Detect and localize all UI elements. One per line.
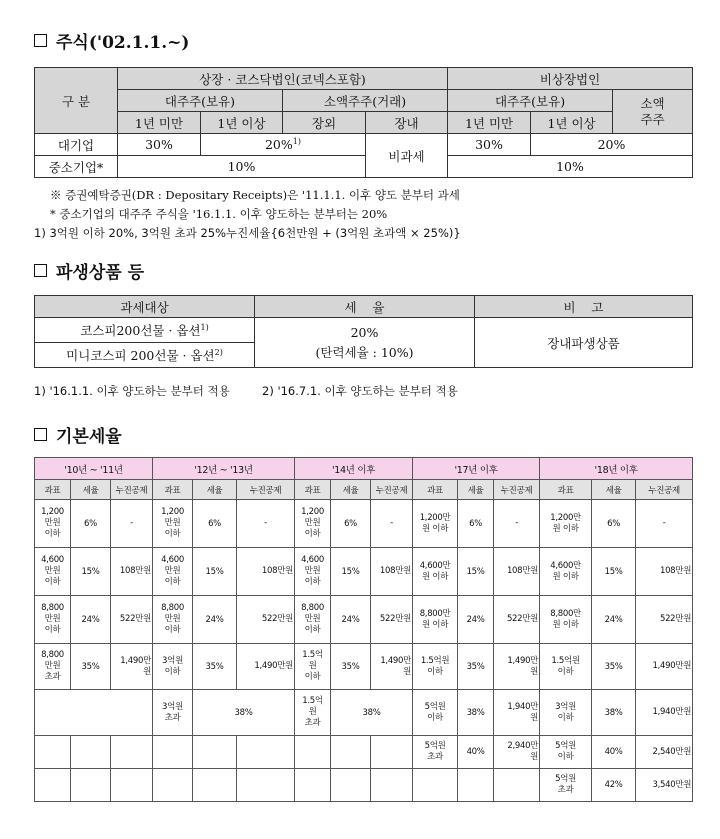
deduction-cell: 1,490만원	[636, 644, 693, 690]
section-title-text: 기본세율	[56, 427, 122, 447]
rate-cell: 6%	[592, 500, 636, 548]
rate-cell: 6%	[331, 500, 371, 548]
period-header-5: '18년 이후	[540, 458, 693, 480]
empty-cell	[71, 769, 111, 802]
bracket-cell: 5억원 초과	[540, 769, 592, 802]
rate-cell: 15%	[193, 548, 237, 596]
header-listed: 상장 · 코스닥법인(코넥스포함)	[118, 68, 448, 90]
col-bracket: 과표	[295, 480, 331, 500]
bracket-cell: 1,200만 원 이하	[413, 500, 458, 548]
bracket-cell: 8,800만 원 이하	[413, 596, 458, 644]
cell-sme-listed: 10%	[118, 156, 366, 178]
empty-cell	[153, 769, 193, 802]
section-title-stock	[34, 28, 189, 53]
rate-cell: 35%	[592, 644, 636, 690]
header-target: 과세대상	[35, 296, 255, 318]
note-sme: * 중소기업의 대주주 주식을 '16.1.1. 이후 양도하는 분부터는 20%	[50, 207, 388, 221]
col-rate: 세율	[458, 480, 494, 500]
table-row	[35, 736, 693, 769]
bracket-cell: 1.5억원 이하	[540, 644, 592, 690]
col-rate: 세율	[331, 480, 371, 500]
bracket-cell: 3억원 이하	[540, 690, 592, 736]
rate-cell: 15%	[71, 548, 111, 596]
bracket-cell: 1.5억원 이하	[413, 644, 458, 690]
empty-cell	[71, 736, 111, 769]
col-bracket: 과표	[153, 480, 193, 500]
stock-tax-table	[34, 67, 693, 178]
empty-cell	[193, 736, 237, 769]
deduction-cell: 3,540만원	[636, 769, 693, 802]
bracket-cell: 4,600 만원 이하	[295, 548, 331, 596]
bracket-cell: 8,800 만원 이하	[295, 596, 331, 644]
deduction-cell: 108만원	[237, 548, 295, 596]
col-bracket: 과표	[35, 480, 71, 500]
cell-mini-kospi200: 미니코스피 200선물 · 옵션$^{2)}$	[35, 343, 255, 368]
section-title-derivatives	[34, 258, 144, 283]
empty-cell	[331, 769, 371, 802]
col-bracket: 과표	[413, 480, 458, 500]
deduction-cell: 108만원	[111, 548, 153, 596]
rate-cell: 15%	[331, 548, 371, 596]
table-row	[35, 548, 693, 596]
cell-rate: 20% (탄력세율 : 10%)	[255, 318, 475, 368]
deduction-cell: 522만원	[237, 596, 295, 644]
bracket-cell: 4,600 만원 이하	[153, 548, 193, 596]
empty-cell	[111, 736, 153, 769]
cell-large-unlisted-over1: 20%	[531, 134, 693, 156]
checkbox-square-icon	[34, 34, 47, 47]
checkbox-square-icon	[34, 428, 47, 441]
rate-cell: 6%	[458, 500, 494, 548]
note-deriv-1: 1) '16.1.1. 이후 양도하는 분부터 적용	[34, 384, 230, 398]
header-gubun: 구 분	[35, 68, 118, 134]
deduction-cell: 522만원	[636, 596, 693, 644]
bracket-cell: 1,200만 원 이하	[540, 500, 592, 548]
deduction-cell: -	[371, 500, 413, 548]
rate-cell: 35%	[193, 644, 237, 690]
row-label-sme: 중소기업*	[35, 156, 118, 178]
basic-rate-table	[34, 457, 693, 802]
empty-cell	[153, 736, 193, 769]
bracket-cell: 8,800 만원 이하	[35, 596, 71, 644]
bracket-cell: 5억원 이하	[540, 736, 592, 769]
table-row	[35, 690, 693, 736]
period-header-2: '12년 ~ '13년	[153, 458, 295, 480]
header-major-holding-unlisted: 대주주(보유)	[448, 90, 613, 112]
deduction-cell: 522만원	[371, 596, 413, 644]
header-major-holding: 대주주(보유)	[118, 90, 283, 112]
deduction-cell: 522만원	[494, 596, 540, 644]
table-row	[35, 500, 693, 548]
cell-kospi200: 코스피200선물 · 옵션$^{1)}$	[35, 318, 255, 343]
col-deduction: 누진공제	[111, 480, 153, 500]
bracket-cell: 1.5억 원 이하	[295, 644, 331, 690]
bracket-cell: 3억원 이하	[153, 644, 193, 690]
section-title-basic-rate	[34, 422, 122, 447]
col-deduction: 누진공제	[371, 480, 413, 500]
derivatives-table	[34, 295, 693, 368]
empty-cell	[193, 769, 237, 802]
rate-cell: 15%	[458, 548, 494, 596]
empty-cell	[237, 736, 295, 769]
period-header-1: '10년 ~ '11년	[35, 458, 153, 480]
col-bracket: 과표	[540, 480, 592, 500]
empty-cell	[413, 769, 458, 802]
section-title-text: 파생상품 등	[56, 263, 145, 283]
bracket-cell: 4,600만 원 이하	[413, 548, 458, 596]
deduction-cell: 1,490만 원	[111, 644, 153, 690]
bracket-cell: 8,800 만원 이하	[153, 596, 193, 644]
bracket-cell: 5억원 초과	[413, 736, 458, 769]
header-rate: 세 율	[255, 296, 475, 318]
rate-cell: 24%	[458, 596, 494, 644]
cell-remark: 장내파생상품	[475, 318, 693, 368]
empty-cell	[111, 769, 153, 802]
deduction-cell: 1,490만 원	[371, 644, 413, 690]
header-unlisted: 비상장법인	[448, 68, 693, 90]
header-over-1y-unlisted: 1년 이상	[531, 112, 613, 134]
header-over-1y: 1년 이상	[201, 112, 283, 134]
empty-cell	[295, 769, 331, 802]
deduction-cell: 1,490만 원	[494, 644, 540, 690]
empty-cell	[331, 736, 371, 769]
period-header-4: '17년 이후	[413, 458, 540, 480]
rate-cell: 35%	[458, 644, 494, 690]
empty-cell	[371, 736, 413, 769]
cell-nontax: 비과세	[366, 134, 448, 178]
table-row	[35, 644, 693, 690]
rate-cell: 42%	[592, 769, 636, 802]
rate-cell: 38%	[592, 690, 636, 736]
note-progressive: 1) 3억원 이하 20%, 3억원 초과 25%누진세율{6천만원 + (3억원 초과액 × 25%)}	[34, 226, 461, 240]
col-rate: 세율	[592, 480, 636, 500]
footnote-mark: 1)	[200, 322, 209, 332]
header-under-1y: 1년 미만	[118, 112, 201, 134]
footnote-mark: 1)	[292, 136, 301, 146]
empty-cell	[35, 690, 153, 736]
deduction-cell: -	[111, 500, 153, 548]
bracket-cell: 8,800만 원 이하	[540, 596, 592, 644]
col-deduction: 누진공제	[494, 480, 540, 500]
deduction-cell: -	[494, 500, 540, 548]
rate-cell: 40%	[592, 736, 636, 769]
section-title-text: 주식('02.1.1.~)	[56, 33, 190, 53]
bracket-cell: 1,200 만원 이하	[153, 500, 193, 548]
deduction-cell: 1,490만원	[237, 644, 295, 690]
header-minor: 소액 주주	[613, 90, 693, 134]
header-remark: 비 고	[475, 296, 693, 318]
rate-cell: 24%	[71, 596, 111, 644]
rate-cell: 15%	[592, 548, 636, 596]
checkbox-square-icon	[34, 264, 47, 277]
col-deduction: 누진공제	[237, 480, 295, 500]
empty-cell	[371, 769, 413, 802]
empty-cell	[494, 769, 540, 802]
header-minor-trade: 소액주주(거래)	[283, 90, 448, 112]
note-dr: ※ 증권예탁증권(DR : Depositary Receipts)은 '11.1.1. 이후 양도 분부터 과세	[50, 188, 460, 202]
bracket-cell: 8,800 만원 초과	[35, 644, 71, 690]
rate-cell: 6%	[71, 500, 111, 548]
empty-cell	[295, 736, 331, 769]
header-under-1y-unlisted: 1년 미만	[448, 112, 531, 134]
rate-cell: 24%	[331, 596, 371, 644]
empty-cell	[237, 769, 295, 802]
deduction-cell: 108만원	[494, 548, 540, 596]
deduction-cell: 2,940만 원	[494, 736, 540, 769]
bracket-cell: 1,200 만원 이하	[295, 500, 331, 548]
footnote-mark: 2)	[214, 347, 223, 357]
bracket-cell: 4,600만 원 이하	[540, 548, 592, 596]
note-deriv-2: 2) '16.7.1. 이후 양도하는 분부터 적용	[262, 384, 458, 398]
deduction-cell: 522만원	[111, 596, 153, 644]
header-otc: 장외	[283, 112, 366, 134]
empty-cell	[35, 769, 71, 802]
deduction-cell: -	[636, 500, 693, 548]
col-rate: 세율	[71, 480, 111, 500]
rate-cell: 38%	[331, 690, 413, 736]
table-row	[35, 769, 693, 802]
rate-cell: 38%	[193, 690, 295, 736]
cell-large-under1: 30%	[118, 134, 201, 156]
col-deduction: 누진공제	[636, 480, 693, 500]
rate-cell: 38%	[458, 690, 494, 736]
empty-cell	[35, 736, 71, 769]
rate-cell: 35%	[331, 644, 371, 690]
rate-cell: 6%	[193, 500, 237, 548]
cell-sme-unlisted: 10%	[448, 156, 693, 178]
bracket-cell: 1,200 만원 이하	[35, 500, 71, 548]
empty-cell	[458, 769, 494, 802]
rate-cell: 35%	[71, 644, 111, 690]
deduction-cell: 108만원	[371, 548, 413, 596]
deduction-cell: 1,940만원	[636, 690, 693, 736]
deduction-cell: 2,540만원	[636, 736, 693, 769]
cell-large-over1: 20%$^{1)}$	[201, 134, 366, 156]
rate-cell: 24%	[592, 596, 636, 644]
deduction-cell: 108만원	[636, 548, 693, 596]
bracket-cell: 5억원 이하	[413, 690, 458, 736]
rate-cell: 24%	[193, 596, 237, 644]
deduction-cell: 1,940만 원	[494, 690, 540, 736]
rate-cell: 40%	[458, 736, 494, 769]
table-row	[35, 596, 693, 644]
cell-large-unlisted-under1: 30%	[448, 134, 531, 156]
header-onmarket: 장내	[366, 112, 448, 134]
bracket-cell: 1.5억 원 초과	[295, 690, 331, 736]
row-label-large: 대기업	[35, 134, 118, 156]
bracket-cell: 4,600 만원 이하	[35, 548, 71, 596]
period-header-3: '14년 이후	[295, 458, 413, 480]
col-rate: 세율	[193, 480, 237, 500]
deduction-cell: -	[237, 500, 295, 548]
bracket-cell: 3억원 초과	[153, 690, 193, 736]
